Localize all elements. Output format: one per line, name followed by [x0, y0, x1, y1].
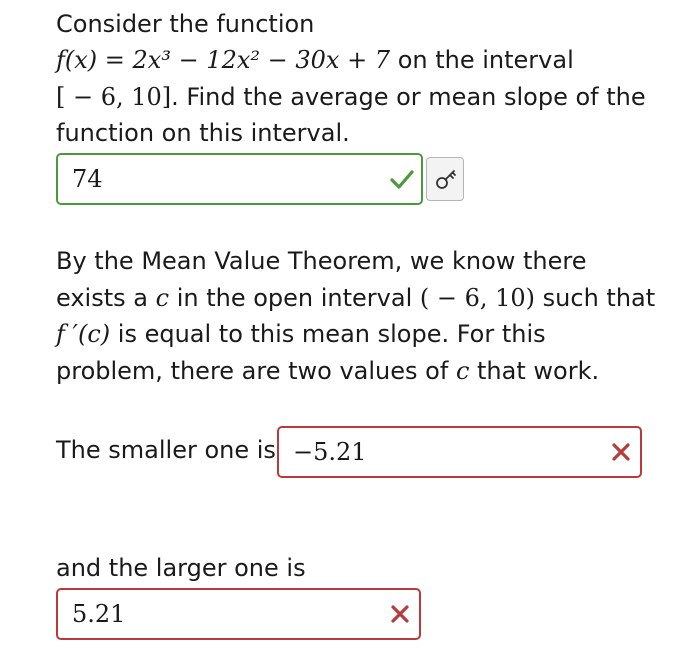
smaller-c-value: −5.21 — [293, 438, 367, 466]
question-interval-line — [56, 79, 646, 116]
variable-c: c — [155, 284, 170, 312]
question-function-line — [56, 42, 574, 79]
mvt-line-2 — [56, 280, 655, 317]
key-button[interactable] — [426, 157, 464, 201]
variable-c: c — [455, 357, 470, 385]
mvt-text: is equal to this mean slope. For this — [110, 320, 546, 348]
mvt-line-4 — [56, 353, 599, 390]
function-expression: f(x) = 2x³ − 12x² − 30x + 7 — [56, 46, 391, 74]
x-icon — [608, 439, 634, 465]
smaller-label: The smaller one is — [56, 436, 276, 464]
mean-slope-input[interactable] — [56, 153, 423, 205]
smaller-c-input[interactable] — [277, 426, 642, 478]
on-interval-text: on the interval — [390, 46, 574, 74]
closed-interval: [ − 6, 10] — [56, 83, 172, 111]
mvt-text: exists a — [56, 284, 156, 312]
mvt-text: in the open interval — [169, 284, 420, 312]
larger-c-input[interactable] — [56, 588, 421, 640]
derivative-expression: f ′(c) — [56, 320, 111, 348]
question-prompt: . Find the average or mean slope of the — [171, 83, 646, 111]
larger-label: and the larger one is — [56, 554, 306, 582]
mvt-text: that work. — [469, 357, 600, 385]
key-icon — [435, 169, 457, 191]
open-interval: ( − 6, 10) — [419, 284, 536, 312]
mvt-text: such that — [535, 284, 656, 312]
mean-slope-value: 74 — [72, 165, 103, 193]
check-icon — [389, 166, 415, 192]
x-icon — [387, 601, 413, 627]
question-intro: Consider the function — [56, 10, 315, 38]
mvt-text: problem, there are two values of — [56, 357, 456, 385]
larger-c-value: 5.21 — [72, 600, 126, 628]
mvt-line-1: By the Mean Value Theorem, we know there — [56, 247, 587, 275]
question-prompt-end: function on this interval. — [56, 119, 350, 147]
mvt-line-3 — [56, 316, 546, 353]
